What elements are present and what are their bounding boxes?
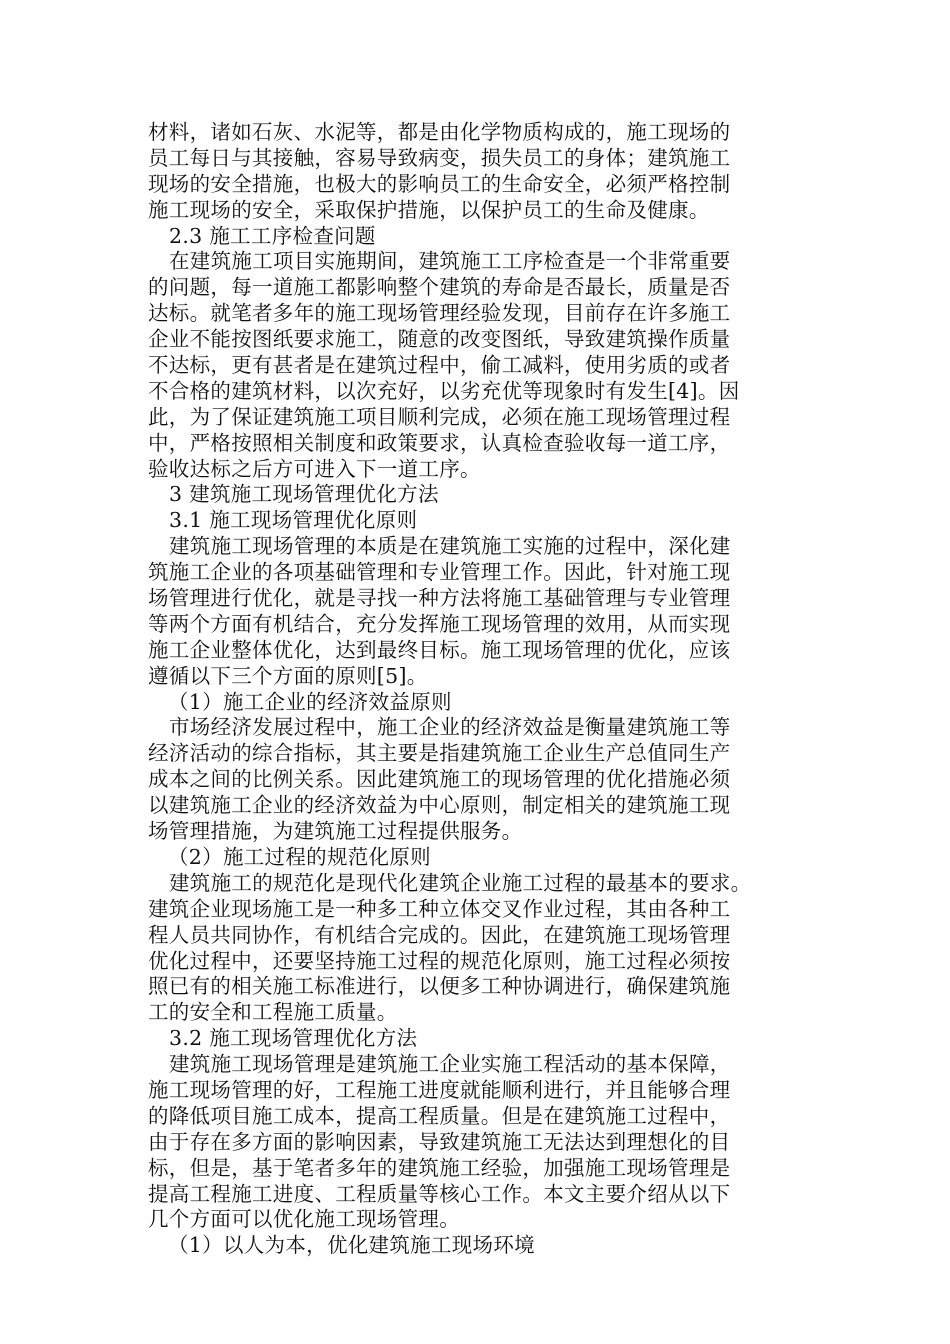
body-text-line: 成本之间的比例关系。因此建筑施工的现场管理的优化措施必须 bbox=[148, 767, 731, 792]
subheading-principle-2: （2）施工过程的规范化原则 bbox=[168, 844, 431, 869]
body-text-line: 标，但是，基于笔者多年的建筑施工经验，加强施工现场管理是 bbox=[148, 1155, 731, 1180]
body-text-line: 不合格的建筑材料，以次充好，以劣充优等现象时有发生[4]。因 bbox=[148, 378, 740, 403]
body-text-line: 筑施工企业的各项基础管理和专业管理工作。因此，针对施工现 bbox=[148, 560, 731, 585]
body-text-line: 施工企业整体优化，达到最终目标。施工现场管理的优化，应该 bbox=[148, 637, 731, 662]
body-text-line: 照已有的相关施工标准进行，以便多工种协调进行，确保建筑施 bbox=[148, 974, 731, 999]
body-text-line: 建筑企业现场施工是一种多工种立体交叉作业过程，其由各种工 bbox=[148, 896, 731, 921]
body-text-line: 优化过程中，还要坚持施工过程的规范化原则，施工过程必须按 bbox=[148, 948, 731, 973]
body-text-line: 场管理进行优化，就是寻找一种方法将施工基础管理与专业管理 bbox=[148, 586, 731, 611]
section-heading-3: 3 建筑施工现场管理优化方法 bbox=[169, 482, 439, 507]
body-text-line: 建筑施工现场管理的本质是在建筑施工实施的过程中，深化建 bbox=[169, 534, 731, 559]
body-text-line: 等两个方面有机结合，充分发挥施工现场管理的效用，从而实现 bbox=[148, 611, 731, 636]
document-page bbox=[148, 120, 790, 1259]
body-text-line: 建筑施工现场管理是建筑施工企业实施工程活动的基本保障， bbox=[169, 1052, 731, 1077]
body-text-line: 建筑施工的规范化是现代化建筑企业施工过程的最基本的要求。 bbox=[169, 870, 752, 895]
body-text-line: 现场的安全措施，也极大的影响员工的生命安全，必须严格控制 bbox=[148, 171, 731, 196]
body-text-line: 企业不能按图纸要求施工，随意的改变图纸，导致建筑操作质量 bbox=[148, 327, 731, 352]
body-text-line: 达标。就笔者多年的施工现场管理经验发现，目前存在许多施工 bbox=[148, 301, 731, 326]
body-text-line: 以建筑施工企业的经济效益为中心原则，制定相关的建筑施工现 bbox=[148, 793, 731, 818]
body-text-line: 市场经济发展过程中，施工企业的经济效益是衡量建筑施工等 bbox=[169, 715, 731, 740]
body-text-line: 员工每日与其接触，容易导致病变，损失员工的身体；建筑施工 bbox=[148, 145, 731, 170]
body-text-line: 的降低项目施工成本，提高工程质量。但是在建筑施工过程中， bbox=[148, 1103, 731, 1128]
body-text-line: 工的安全和工程施工质量。 bbox=[148, 1000, 398, 1025]
body-text-line: 程人员共同协作，有机结合完成的。因此，在建筑施工现场管理 bbox=[148, 922, 731, 947]
body-text-line: 提高工程施工进度、工程质量等核心工作。本文主要介绍从以下 bbox=[148, 1181, 731, 1206]
section-heading-2-3: 2.3 施工工序检查问题 bbox=[169, 223, 376, 248]
body-text-line: 中，严格按照相关制度和政策要求，认真检查验收每一道工序， bbox=[148, 430, 731, 455]
body-text-line: 验收达标之后方可进入下一道工序。 bbox=[148, 456, 481, 481]
subheading-principle-1: （1）施工企业的经济效益原则 bbox=[168, 689, 452, 714]
body-text-line: 此，为了保证建筑施工项目顺利完成，必须在施工现场管理过程 bbox=[148, 404, 731, 429]
body-text-line: 遵循以下三个方面的原则[5]。 bbox=[148, 663, 428, 688]
body-text-line: 经济活动的综合指标，其主要是指建筑施工企业生产总值同生产 bbox=[148, 741, 731, 766]
body-text-line: 施工现场管理的好，工程施工进度就能顺利进行，并且能够合理 bbox=[148, 1077, 731, 1102]
body-text-line: 几个方面可以优化施工现场管理。 bbox=[148, 1207, 460, 1232]
body-text-line: 材料，诸如石灰、水泥等，都是由化学物质构成的，施工现场的 bbox=[148, 120, 731, 144]
body-text-line: 在建筑施工项目实施期间，建筑施工工序检查是一个非常重要 bbox=[169, 249, 731, 274]
body-text-line: 施工现场的安全，采取保护措施，以保护员工的生命及健康。 bbox=[148, 197, 710, 222]
body-text-line: 不达标，更有甚者是在建筑过程中，偷工减料，使用劣质的或者 bbox=[148, 353, 731, 378]
subheading-method-1: （1）以人为本，优化建筑施工现场环境 bbox=[168, 1233, 535, 1258]
section-heading-3-1: 3.1 施工现场管理优化原则 bbox=[169, 508, 418, 533]
body-text-line: 由于存在多方面的影响因素，导致建筑施工无法达到理想化的目 bbox=[148, 1129, 731, 1154]
body-text-line: 的问题，每一道施工都影响整个建筑的寿命是否最长，质量是否 bbox=[148, 275, 731, 300]
body-text-line: 场管理措施，为建筑施工过程提供服务。 bbox=[148, 819, 523, 844]
section-heading-3-2: 3.2 施工现场管理优化方法 bbox=[169, 1026, 418, 1051]
